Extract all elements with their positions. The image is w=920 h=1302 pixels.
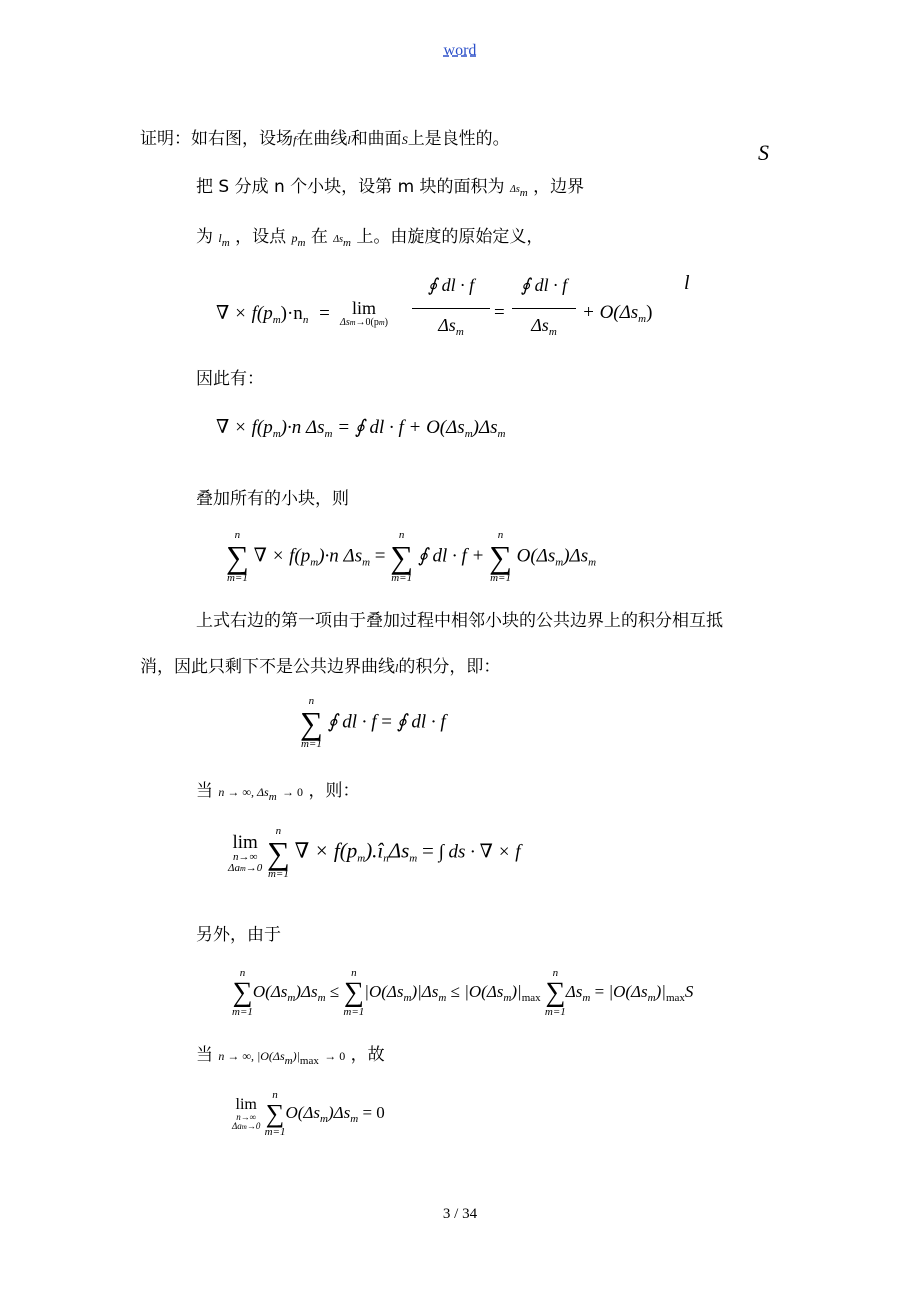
eq-tail <box>582 302 652 325</box>
big-o: + O(Δs <box>582 302 639 323</box>
eq-equals: = <box>421 838 434 863</box>
text: 上是良性的。 <box>407 129 510 149</box>
paragraph-therefore: 因此有： <box>196 369 264 389</box>
eq-tail2: )Δs <box>563 545 589 567</box>
limit-operator: lim n→∞ Δam→0 <box>232 1096 261 1131</box>
frac-den: $\Delta s_m$ <box>438 315 464 338</box>
text: 在曲线 <box>296 129 348 149</box>
math-close: )| <box>292 1049 300 1063</box>
text: 当 <box>196 781 213 801</box>
equation-inequality: n ∑ m=1 $O(\Delta s_m)\Delta s_m$ ≤ n ∑ m=1 $|O(\Delta s_m)|\Delta s_m \le |O(\Delta s_m)|_{max}$ n ∑ m=1 $\Delta s_m = |O(\Delta s_m)|_{max}S$ <box>232 967 694 1018</box>
paragraph-proof-intro <box>140 128 510 151</box>
var-l: l <box>395 661 399 675</box>
eq-lhs: ∇ × f(p <box>253 545 311 567</box>
text: 上。由旋度的原始定义， <box>356 227 544 247</box>
frac-den: $\Delta s_m$ <box>531 315 557 338</box>
paragraph-besides: 另外，由于 <box>196 925 281 945</box>
eq-rhs2: )Δs <box>472 417 498 438</box>
eq-equals: = <box>494 302 505 323</box>
paragraph-sum-all: 叠加所有的小块，则 <box>196 489 349 509</box>
sum-3: n ∑ m=1 <box>489 529 512 584</box>
sub-m: m <box>378 318 385 327</box>
sub-m: m <box>497 428 506 440</box>
eq-int: ∮ dl · f + <box>417 545 485 567</box>
paragraph-when-limit <box>196 780 359 808</box>
paragraph-divide <box>196 176 584 204</box>
fraction-2 <box>512 262 576 338</box>
sub-m: m <box>284 1055 293 1067</box>
limit-operator: lim Δsm→0(pm) <box>340 298 389 328</box>
text: 把 S 分成 n 个小块，设第 m 块的面积为 <box>196 177 505 197</box>
sub-m: m <box>519 187 528 199</box>
eq-rhs: = ∮ dl · f + O(Δs <box>337 417 465 438</box>
sub-m: m <box>357 852 366 865</box>
delta-s: Δs <box>333 234 344 245</box>
sum-1: n ∑ m=1 <box>226 529 249 584</box>
sub-m: m <box>221 237 230 249</box>
sub-m: m <box>272 428 281 440</box>
text: ，设点 <box>235 227 287 247</box>
eq-lhs-close: )·n <box>280 303 303 324</box>
eq-mid: )·n Δs <box>318 545 363 567</box>
text: 当 <box>196 1045 213 1065</box>
eq-mid: )·n Δs <box>280 417 325 438</box>
sub-max: max <box>299 1055 319 1067</box>
math-arrow: → 0 <box>324 1049 346 1063</box>
eq-tail: O(Δs <box>516 545 556 567</box>
text: 证明：如右图，设场 <box>140 129 293 149</box>
frac-num: ∮ dl · f <box>520 275 568 295</box>
eq-lhs: ∇ × f(p <box>216 303 273 324</box>
fraction-1 <box>412 262 490 338</box>
text: ，则： <box>308 781 360 801</box>
var-p: p <box>291 231 298 245</box>
sub-m: m <box>310 556 319 569</box>
text: ，边界 <box>533 177 585 197</box>
header-link[interactable]: word <box>443 42 477 59</box>
sub-m: m <box>638 313 647 325</box>
eq-body: ∇ × f(p <box>294 838 358 863</box>
eq-int1: ∮ dl · f <box>327 711 377 733</box>
lim-text: lim <box>352 298 377 318</box>
sub-m: m <box>343 237 351 249</box>
paren: ) <box>646 302 653 323</box>
sub-n: n <box>302 314 309 326</box>
eq-body3: Δs <box>388 838 410 863</box>
math-arrow: → 0 <box>282 785 304 799</box>
sub-m: m <box>268 791 277 803</box>
limit-operator: lim n→∞ Δam→0 <box>228 831 263 874</box>
text: ，故 <box>350 1045 385 1065</box>
paragraph-boundary <box>196 226 543 254</box>
sub-m: m <box>324 428 333 440</box>
sub-m: m <box>464 428 473 440</box>
paragraph-so <box>196 1044 385 1072</box>
sum-8: n ∑ m=1 <box>544 967 566 1018</box>
lim-sub2: →0(p <box>355 317 379 328</box>
sum-7: n ∑ m=1 <box>343 967 365 1018</box>
eq-equals: = <box>381 711 392 733</box>
equation-limit-zero: lim n→∞ Δam→0 n ∑ m=1 $O(\Delta s_m)\Delta s_m = 0$ <box>232 1089 385 1138</box>
figure-label-S: S <box>758 140 769 165</box>
math-inline: n → ∞, |O(Δs <box>218 1049 285 1063</box>
text: 为 <box>196 227 213 247</box>
var-s: S <box>401 133 408 147</box>
var-l: l <box>218 231 222 245</box>
sub-m: m <box>349 318 356 327</box>
sum-2: n ∑ m=1 <box>390 529 414 584</box>
eq-surface-int: ∫ ds · ∇ × f <box>438 841 521 863</box>
sum-5: n ∑ m=1 <box>267 825 290 880</box>
var-l: l <box>347 133 351 147</box>
text: 和曲面 <box>350 129 402 149</box>
sub-m: m <box>409 852 418 865</box>
sub-n: n <box>383 852 389 865</box>
text: 消，因此只剩下不是公共边界曲线 <box>140 657 395 677</box>
sub-m: m <box>362 556 371 569</box>
eq-int2: ∮ dl · f <box>396 711 446 733</box>
math-inline: n → ∞, Δs <box>218 785 269 799</box>
page-number: 3 / 34 <box>442 1206 478 1222</box>
equation-stokes-limit <box>228 826 521 880</box>
sub-m: m <box>272 314 281 326</box>
paragraph-boundary-curve <box>140 656 500 679</box>
equation-line-integral <box>300 696 446 750</box>
text: 在 <box>310 227 328 247</box>
lim-sub: Δs <box>340 317 350 328</box>
sum-6: n ∑ m=1 <box>232 967 253 1018</box>
sub-m: m <box>297 237 306 249</box>
figure-label-l: l <box>684 272 690 294</box>
sum-9: n ∑ m=1 <box>264 1089 286 1138</box>
eq-lhs: ∇ × f(p <box>216 417 273 438</box>
equation-curl-element <box>216 416 505 440</box>
frac-num: ∮ dl · f <box>427 275 475 295</box>
paragraph-cancel: 上式右边的第一项由于叠加过程中相邻小块的公共边界上的积分相互抵 <box>196 611 723 631</box>
sub-m: m <box>555 556 564 569</box>
text: 的积分，即： <box>398 657 501 677</box>
eq-body2: ).î <box>365 838 384 863</box>
vector-f: f <box>293 133 297 147</box>
sum-4: n ∑ m=1 <box>300 695 323 750</box>
sub-m: m <box>588 556 597 569</box>
equation-sum <box>226 530 596 584</box>
delta-s: Δs <box>509 184 520 195</box>
eq-equals: = <box>374 545 386 567</box>
